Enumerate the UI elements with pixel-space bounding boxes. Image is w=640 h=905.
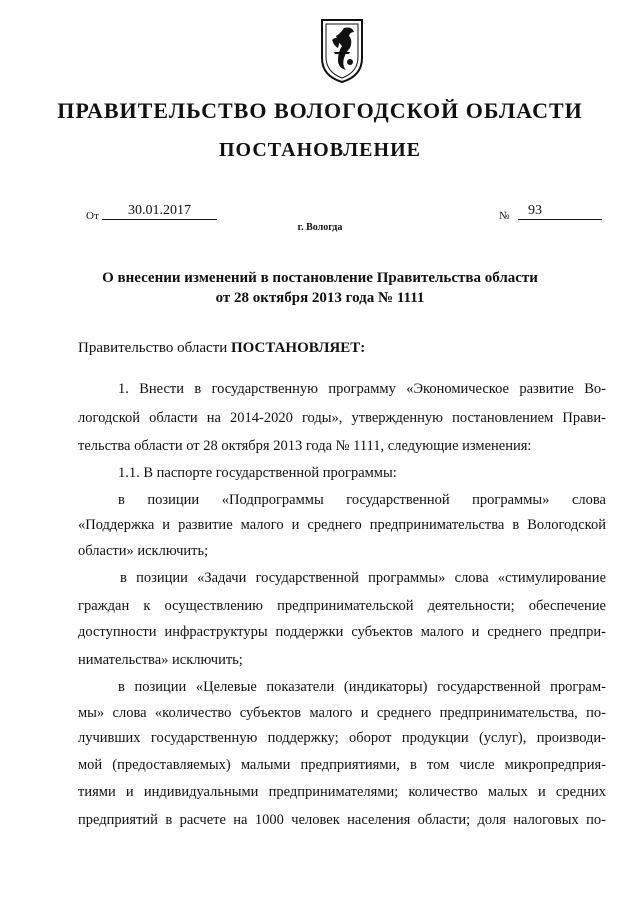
- body-line: тельства области от 28 октября 2013 года № 1111, следующие изменения:: [78, 438, 532, 454]
- coat-of-arms-emblem: [320, 18, 364, 84]
- body-line: предприятий в расчете на 1000 человек населения области; доля налоговых по-: [78, 812, 606, 828]
- body-line: «Поддержка и развитие малого и среднего предпринимательства в Вологодской: [78, 517, 606, 533]
- body-line: доступности инфраструктуры поддержки субъектов малого и среднего предпри-: [78, 624, 606, 640]
- decree-prefix: Правительство области: [78, 340, 231, 356]
- body-line: граждан к осуществлению предпринимательской деятельности; обеспечение: [78, 598, 606, 614]
- body-line: нимательства» исключить;: [78, 652, 243, 668]
- body-line: 1.1. В паспорте государственной программы:: [118, 465, 397, 481]
- body-line: области» исключить;: [78, 543, 209, 559]
- city-name: г. Вологда: [297, 222, 343, 233]
- decree-verb: ПОСТАНОВЛЯЕТ:: [230, 340, 366, 356]
- body-line: в позиции «Задачи государственной программы» слова «стимулирование: [120, 570, 606, 586]
- body-line: мы» слова «количество субъектов малого и среднего предпринимательства, по-: [78, 705, 606, 721]
- decree-statement: [78, 340, 365, 357]
- date-label: От: [86, 210, 99, 222]
- body-line: 1. Внести в государственную программу «Экономическое развитие Во-: [118, 381, 606, 397]
- body-line: тиями и индивидуальными предпринимателями; количество малых и средних: [78, 784, 606, 800]
- body-line: в позиции «Целевые показатели (индикаторы) государственной програм-: [118, 679, 606, 695]
- document-date: 30.01.2017: [102, 203, 217, 220]
- body-line: в позиции «Подпрограммы государственной программы» слова: [118, 492, 606, 508]
- body-line: логодской области на 2014-2020 годы», утвержденную постановлением Прави-: [78, 410, 606, 426]
- document-type-title: ПОСТАНОВЛЕНИЕ: [219, 139, 421, 161]
- number-label: №: [499, 210, 510, 222]
- subject-line-1: О внесении изменений в постановление Правительства области: [102, 270, 538, 286]
- body-line: мой (предоставляемых) малыми предприятиями, в том числе микропредприя-: [78, 757, 606, 773]
- organization-title: ПРАВИТЕЛЬСТВО ВОЛОГОДСКОЙ ОБЛАСТИ: [57, 98, 583, 123]
- subject-line-2: от 28 октября 2013 года № 1111: [215, 290, 425, 306]
- document-number: 93: [518, 203, 602, 220]
- body-line: лучивших государственную поддержку; оборот продукции (услуг), производи-: [78, 730, 606, 746]
